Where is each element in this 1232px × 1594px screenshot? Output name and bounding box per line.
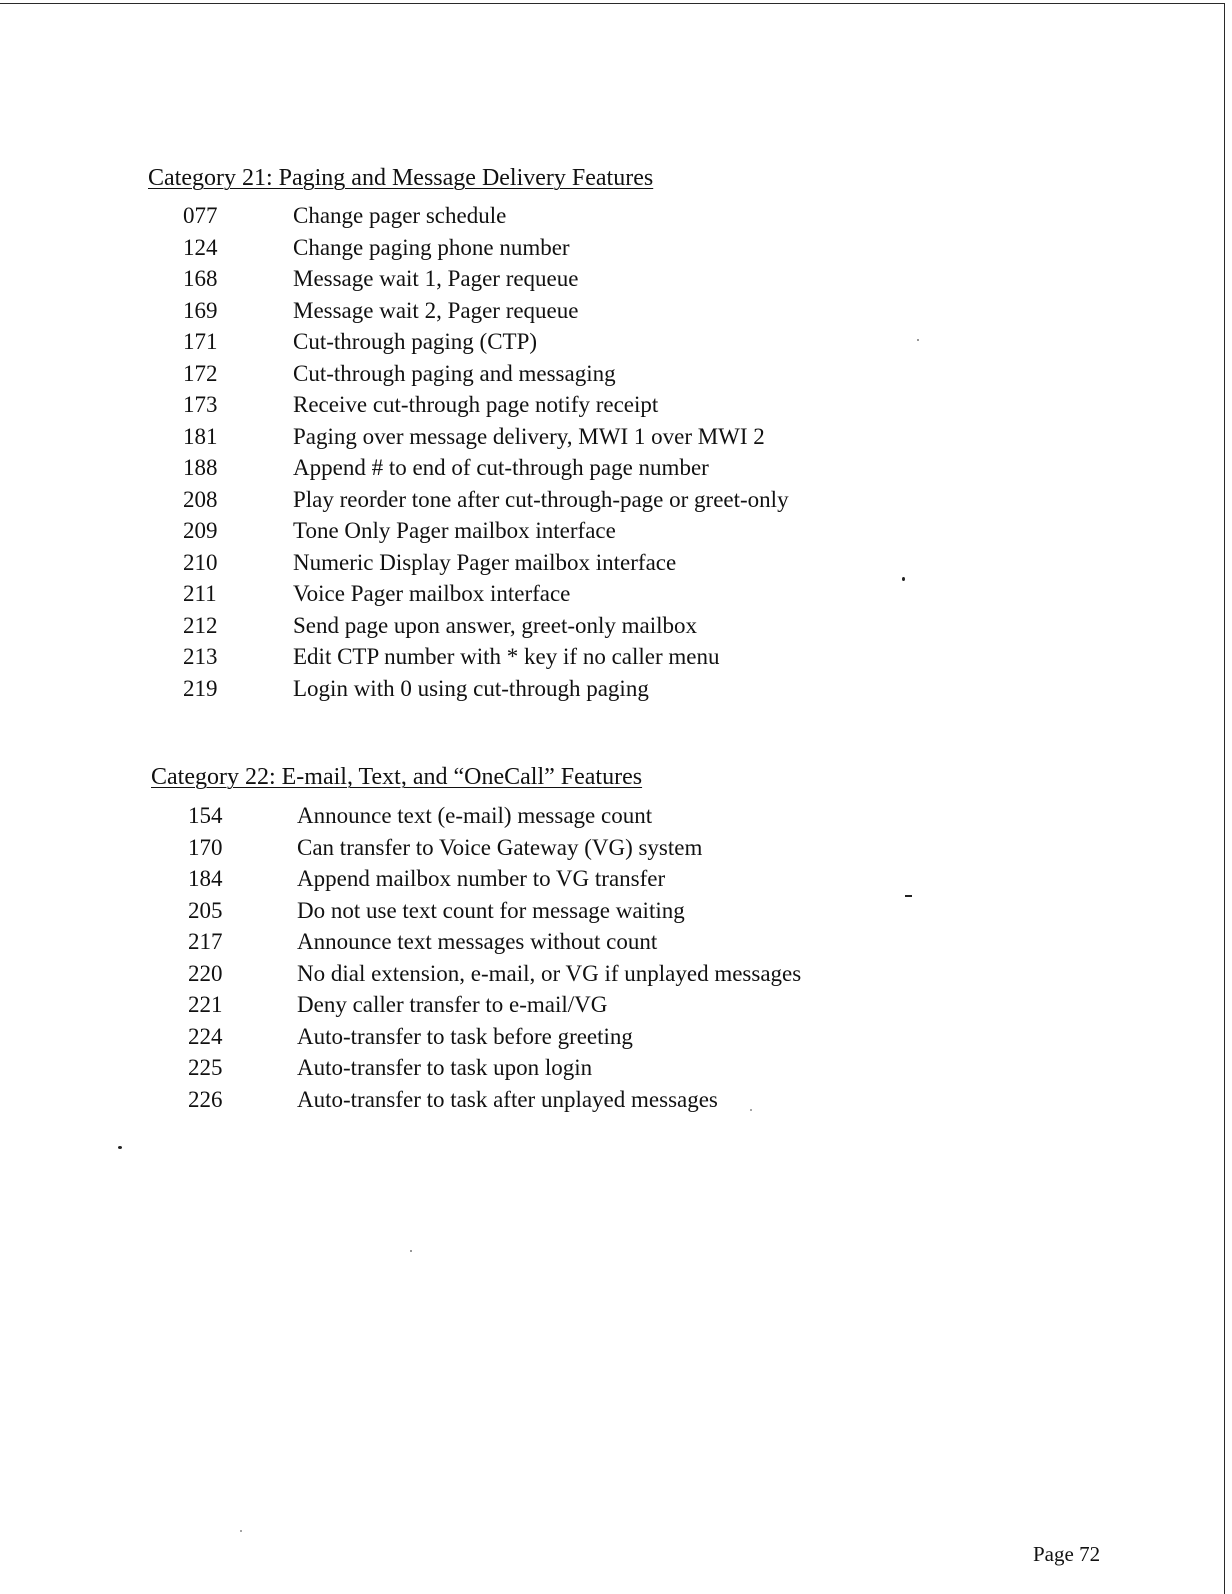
scan-speck — [750, 1109, 752, 1111]
feature-description: Numeric Display Pager mailbox interface — [293, 549, 677, 575]
feature-description: Can transfer to Voice Gateway (VG) system — [297, 834, 703, 860]
feature-description: Deny caller transfer to e-mail/VG — [297, 992, 608, 1017]
feature-code: 170 — [188, 834, 223, 860]
feature-code: 172 — [183, 360, 218, 386]
feature-code: 184 — [188, 866, 223, 891]
feature-code: 226 — [188, 1086, 223, 1112]
feature-description: Voice Pager mailbox interface — [293, 581, 571, 606]
feature-code: 205 — [188, 897, 223, 923]
feature-description: Cut-through paging (CTP) — [293, 329, 538, 354]
feature-code: 169 — [183, 297, 218, 323]
feature-description: Play reorder tone after cut-through-page or greet-only — [293, 486, 789, 512]
scan-speck — [240, 1530, 242, 1532]
feature-description: Message wait 2, Pager requeue — [293, 297, 579, 323]
feature-description: Announce text (e-mail) message count — [297, 803, 653, 828]
feature-description: Cut-through paging and messaging — [293, 360, 616, 386]
feature-description: Append mailbox number to VG transfer — [297, 866, 666, 891]
feature-description: Message wait 1, Pager requeue — [293, 266, 579, 291]
category-22-title: Category 22: E-mail, Text, and “OneCall” Features — [151, 764, 643, 790]
feature-code: 217 — [188, 929, 223, 954]
feature-code: 213 — [183, 644, 218, 669]
page-border-top — [0, 3, 1225, 4]
feature-code: 188 — [183, 455, 218, 480]
feature-description: Append # to end of cut-through page number — [293, 455, 709, 480]
feature-description: Do not use text count for message waiting — [297, 897, 685, 923]
feature-description: Login with 0 using cut-through paging — [293, 675, 649, 701]
feature-description: Announce text messages without count — [297, 929, 658, 954]
feature-code: 212 — [183, 612, 218, 638]
feature-description: No dial extension, e-mail, or VG if unplayed messages — [297, 960, 802, 986]
feature-code: 211 — [183, 581, 217, 606]
scan-speck — [902, 577, 905, 581]
feature-code: 225 — [188, 1055, 223, 1080]
feature-description: Auto-transfer to task upon login — [297, 1055, 593, 1080]
feature-code: 221 — [188, 992, 223, 1017]
feature-code: 181 — [183, 423, 218, 449]
feature-code: 224 — [188, 1023, 223, 1049]
page-border-right — [1224, 3, 1225, 1594]
feature-code: 209 — [183, 518, 218, 543]
feature-code: 173 — [183, 392, 218, 417]
feature-code: 154 — [188, 803, 223, 828]
feature-code: 171 — [183, 329, 218, 354]
feature-description: Tone Only Pager mailbox interface — [293, 518, 616, 543]
feature-description: Paging over message delivery, MWI 1 over MWI 2 — [293, 423, 765, 449]
category-21-title: Category 21: Paging and Message Delivery Features — [148, 165, 654, 191]
scan-speck — [905, 895, 912, 897]
scan-speck — [410, 1250, 412, 1252]
feature-code: 210 — [183, 549, 218, 575]
feature-description: Change paging phone number — [293, 234, 570, 260]
feature-code: 124 — [183, 234, 218, 260]
page-number: Page 72 — [1033, 1542, 1101, 1566]
feature-description: Auto-transfer to task before greeting — [297, 1023, 633, 1049]
feature-code: 168 — [183, 266, 218, 291]
scan-speck — [917, 339, 919, 341]
feature-description: Edit CTP number with * key if no caller menu — [293, 644, 720, 669]
feature-code: 219 — [183, 675, 218, 701]
feature-description: Receive cut-through page notify receipt — [293, 392, 659, 417]
feature-code: 208 — [183, 486, 218, 512]
feature-description: Send page upon answer, greet-only mailbox — [293, 612, 698, 638]
scan-speck — [118, 1146, 122, 1149]
feature-description: Change pager schedule — [293, 203, 507, 228]
feature-description: Auto-transfer to task after unplayed messages — [297, 1086, 718, 1112]
feature-code: 220 — [188, 960, 223, 986]
feature-code: 077 — [183, 203, 218, 228]
